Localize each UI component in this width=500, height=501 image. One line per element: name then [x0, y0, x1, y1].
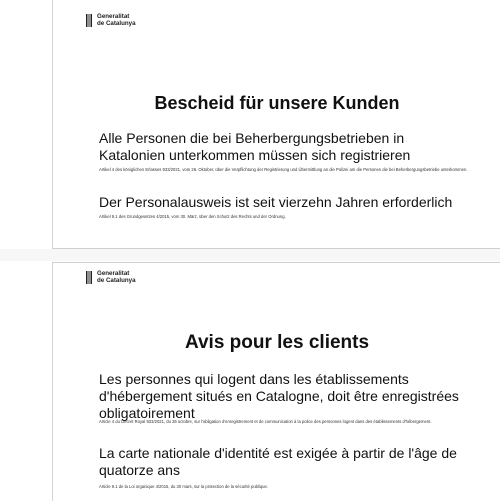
id-card-statement: Der Personalausweis ist seit vierzehn Jahren erforderlich	[99, 194, 453, 210]
registration-statement: Alle Personen die bei Beherbergungsbetrieben in Katalonien unterkommen müssen sich registrieren	[99, 130, 411, 163]
notice-page-french	[52, 262, 500, 501]
logo-text	[97, 14, 136, 27]
generalitat-logo	[86, 14, 136, 27]
logo-line-2: de Catalunya	[97, 19, 136, 27]
logo-line-1: Generalitat	[97, 270, 130, 277]
registration-legal-note: Artikel 4 des königlichen Erlasses 933/2021, vom 26. Oktober, über die Verpflichtung der Registrierung und Übermittlung an die Polizei am die Personen die bei Beherbergungsbetriebe unterkommen.	[99, 167, 468, 172]
notice-title: Bescheid für unsere Kunden	[154, 93, 400, 113]
generalitat-emblem-icon	[86, 14, 93, 27]
logo-line-2: de Catalunya	[97, 276, 136, 284]
id-card-legal-note: Article 9.1 de la Loi organique 4/2015, du 30 mars, sur la protection de la sécurité publique.	[99, 484, 269, 489]
notice-title: Avis pour les clients	[184, 332, 370, 353]
registration-legal-note: Article 4 du Décret Royal 933/2021, du 26 octobre, sur l'obligation d'enregistrement et de communication à la police des personnes logent dans des établissements d'hébergement.	[99, 419, 432, 424]
generalitat-logo	[86, 271, 136, 284]
id-card-statement: La carte nationale d'identité est exigée à partir de l'âge de quatorze ans	[99, 445, 457, 478]
registration-statement: Les personnes qui logent dans les établissements d'hébergement situés en Catalogne, doit être enregistrées obligatoirement	[99, 371, 459, 421]
id-card-legal-note: Artikel 9.1 des Grundgesetzes 4/2015, vom 30. März, über den Schutz des Rechts und der Ordnung.	[99, 214, 286, 219]
notice-page-german	[52, 0, 500, 249]
page-separator	[0, 249, 500, 261]
logo-line-1: Generalitat	[97, 13, 130, 20]
logo-text	[97, 271, 136, 284]
generalitat-emblem-icon	[86, 271, 93, 284]
